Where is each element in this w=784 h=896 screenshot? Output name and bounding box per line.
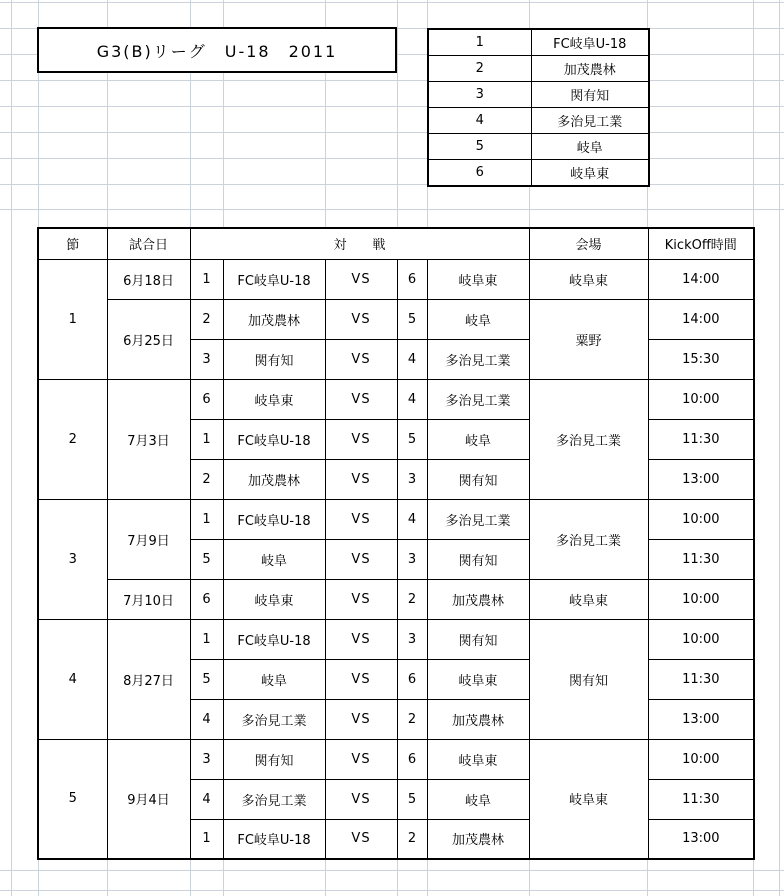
home-no-cell[interactable]: 5 [190,539,223,579]
away-no-cell[interactable]: 6 [397,739,427,779]
round-cell[interactable]: 1 [38,259,107,379]
vs-cell[interactable]: VS [325,819,397,859]
team-name-cell[interactable]: 岐阜 [531,134,649,160]
team-row [428,82,649,108]
vs-cell[interactable]: VS [325,379,397,419]
venue-cell[interactable]: 多治見工業 [529,499,648,579]
home-team-cell[interactable]: 岐阜東 [223,379,325,419]
kickoff-cell[interactable]: 11:30 [648,659,754,699]
round-cell[interactable]: 5 [38,739,107,859]
home-no-cell[interactable]: 5 [190,659,223,699]
vs-cell[interactable]: VS [325,339,397,379]
away-team-cell[interactable]: 加茂農林 [427,579,529,619]
schedule-body [38,259,754,859]
home-no-cell[interactable]: 2 [190,299,223,339]
gridline-horizontal [0,106,784,107]
schedule-row [38,739,754,779]
league-title-box[interactable] [37,27,397,73]
away-team-cell[interactable]: 岐阜東 [427,259,529,299]
kickoff-cell[interactable]: 10:00 [648,739,754,779]
away-no-cell[interactable]: 4 [397,379,427,419]
team-list-body [428,29,649,186]
team-row [428,160,649,187]
vs-cell[interactable]: VS [325,739,397,779]
vs-cell[interactable]: VS [325,579,397,619]
team-no-cell[interactable]: 1 [428,29,531,56]
home-team-cell[interactable]: 岐阜東 [223,579,325,619]
schedule-row [38,499,754,539]
kickoff-cell[interactable]: 14:00 [648,259,754,299]
venue-cell[interactable]: 多治見工業 [529,379,648,499]
header-match[interactable]: 対 戦 [190,228,529,259]
home-team-cell[interactable]: FC岐阜U-18 [223,419,325,459]
away-no-cell[interactable]: 3 [397,619,427,659]
kickoff-cell[interactable]: 10:00 [648,499,754,539]
kickoff-cell[interactable]: 13:00 [648,459,754,499]
away-team-cell[interactable]: 多治見工業 [427,379,529,419]
team-name-cell[interactable]: FC岐阜U-18 [531,29,649,56]
gridline-horizontal [0,132,784,133]
away-no-cell[interactable]: 3 [397,459,427,499]
home-no-cell[interactable]: 6 [190,379,223,419]
gridline-horizontal [0,184,784,185]
gridline-horizontal [0,2,784,3]
schedule-row [38,379,754,419]
home-team-cell[interactable]: FC岐阜U-18 [223,819,325,859]
schedule-row [38,579,754,619]
team-no-cell[interactable]: 2 [428,56,531,82]
schedule-row [38,619,754,659]
away-team-cell[interactable]: 加茂農林 [427,699,529,739]
away-no-cell[interactable]: 2 [397,579,427,619]
home-no-cell[interactable]: 4 [190,779,223,819]
home-no-cell[interactable]: 2 [190,459,223,499]
kickoff-cell[interactable]: 10:00 [648,579,754,619]
kickoff-cell[interactable]: 15:30 [648,339,754,379]
away-no-cell[interactable]: 2 [397,699,427,739]
home-team-cell[interactable]: 多治見工業 [223,779,325,819]
away-team-cell[interactable]: 関有知 [427,539,529,579]
vs-cell[interactable]: VS [325,539,397,579]
date-cell[interactable]: 8月27日 [107,619,190,739]
round-cell[interactable]: 2 [38,379,107,499]
home-no-cell[interactable]: 3 [190,739,223,779]
vs-cell[interactable]: VS [325,459,397,499]
team-name-cell[interactable]: 岐阜東 [531,160,649,187]
away-no-cell[interactable]: 4 [397,339,427,379]
round-cell[interactable]: 3 [38,499,107,619]
home-team-cell[interactable]: 関有知 [223,739,325,779]
away-team-cell[interactable]: 岐阜 [427,779,529,819]
kickoff-cell[interactable]: 10:00 [648,619,754,659]
away-team-cell[interactable]: 関有知 [427,459,529,499]
venue-cell[interactable]: 岐阜東 [529,259,648,299]
venue-cell[interactable]: 岐阜東 [529,579,648,619]
header-date[interactable]: 試合日 [107,228,190,259]
home-team-cell[interactable]: 加茂農林 [223,459,325,499]
away-team-cell[interactable]: 岐阜東 [427,739,529,779]
team-name-cell[interactable]: 関有知 [531,82,649,108]
team-name-cell[interactable]: 加茂農林 [531,56,649,82]
away-team-cell[interactable]: 多治見工業 [427,499,529,539]
home-team-cell[interactable]: 多治見工業 [223,699,325,739]
home-team-cell[interactable]: FC岐阜U-18 [223,259,325,299]
team-row [428,134,649,160]
date-cell[interactable]: 6月25日 [107,299,190,379]
gridline-horizontal [0,80,784,81]
away-team-cell[interactable]: 関有知 [427,619,529,659]
schedule-header-row [38,228,754,259]
away-no-cell[interactable]: 2 [397,819,427,859]
home-team-cell[interactable]: 岐阜 [223,659,325,699]
gridline-horizontal [0,870,784,871]
venue-cell[interactable]: 岐阜東 [529,739,648,859]
away-no-cell[interactable]: 4 [397,499,427,539]
home-no-cell[interactable]: 3 [190,339,223,379]
gridline-vertical [11,0,12,896]
home-no-cell[interactable]: 1 [190,259,223,299]
vs-cell[interactable]: VS [325,299,397,339]
kickoff-cell[interactable]: 11:30 [648,539,754,579]
home-team-cell[interactable]: FC岐阜U-18 [223,619,325,659]
away-no-cell[interactable]: 5 [397,299,427,339]
venue-cell[interactable]: 関有知 [529,619,648,739]
kickoff-cell[interactable]: 10:00 [648,379,754,419]
league-title: G3(B)リーグ U-18 2011 [96,41,338,61]
vs-cell[interactable]: VS [325,779,397,819]
away-team-cell[interactable]: 加茂農林 [427,819,529,859]
home-team-cell[interactable]: 加茂農林 [223,299,325,339]
venue-cell[interactable]: 粟野 [529,299,648,379]
away-no-cell[interactable]: 5 [397,419,427,459]
date-cell[interactable]: 7月9日 [107,499,190,579]
date-cell[interactable]: 6月18日 [107,259,190,299]
home-no-cell[interactable]: 6 [190,579,223,619]
team-name-cell[interactable]: 多治見工業 [531,108,649,134]
schedule-table [37,227,755,860]
home-no-cell[interactable]: 1 [190,619,223,659]
home-no-cell[interactable]: 1 [190,819,223,859]
team-row [428,56,649,82]
schedule-row [38,259,754,299]
date-cell[interactable]: 7月3日 [107,379,190,499]
kickoff-cell[interactable]: 11:30 [648,779,754,819]
vs-cell[interactable]: VS [325,699,397,739]
away-team-cell[interactable]: 岐阜 [427,419,529,459]
team-list-table [427,28,650,187]
team-no-cell[interactable]: 3 [428,82,531,108]
kickoff-cell[interactable]: 11:30 [648,419,754,459]
vs-cell[interactable]: VS [325,619,397,659]
header-kickoff[interactable]: KickOff時間 [648,228,754,259]
gridline-horizontal [0,209,784,210]
gridline-horizontal [0,890,784,891]
schedule-row [38,299,754,339]
home-team-cell[interactable]: 関有知 [223,339,325,379]
vs-cell[interactable]: VS [325,419,397,459]
home-team-cell[interactable]: FC岐阜U-18 [223,499,325,539]
gridline-vertical [779,0,780,896]
vs-cell[interactable]: VS [325,499,397,539]
home-no-cell[interactable]: 1 [190,419,223,459]
away-no-cell[interactable]: 5 [397,779,427,819]
round-cell[interactable]: 4 [38,619,107,739]
date-cell[interactable]: 7月10日 [107,579,190,619]
date-cell[interactable]: 9月4日 [107,739,190,859]
gridline-horizontal [0,158,784,159]
team-no-cell[interactable]: 4 [428,108,531,134]
away-team-cell[interactable]: 岐阜東 [427,659,529,699]
away-no-cell[interactable]: 6 [397,259,427,299]
team-row [428,108,649,134]
header-venue[interactable]: 会場 [529,228,648,259]
away-no-cell[interactable]: 6 [397,659,427,699]
away-team-cell[interactable]: 岐阜 [427,299,529,339]
team-no-cell[interactable]: 5 [428,134,531,160]
away-team-cell[interactable]: 多治見工業 [427,339,529,379]
away-no-cell[interactable]: 3 [397,539,427,579]
home-no-cell[interactable]: 4 [190,699,223,739]
kickoff-cell[interactable]: 13:00 [648,819,754,859]
home-team-cell[interactable]: 岐阜 [223,539,325,579]
vs-cell[interactable]: VS [325,659,397,699]
team-no-cell[interactable]: 6 [428,160,531,187]
team-row [428,29,649,56]
home-no-cell[interactable]: 1 [190,499,223,539]
kickoff-cell[interactable]: 14:00 [648,299,754,339]
vs-cell[interactable]: VS [325,259,397,299]
header-round[interactable]: 節 [38,228,107,259]
kickoff-cell[interactable]: 13:00 [648,699,754,739]
